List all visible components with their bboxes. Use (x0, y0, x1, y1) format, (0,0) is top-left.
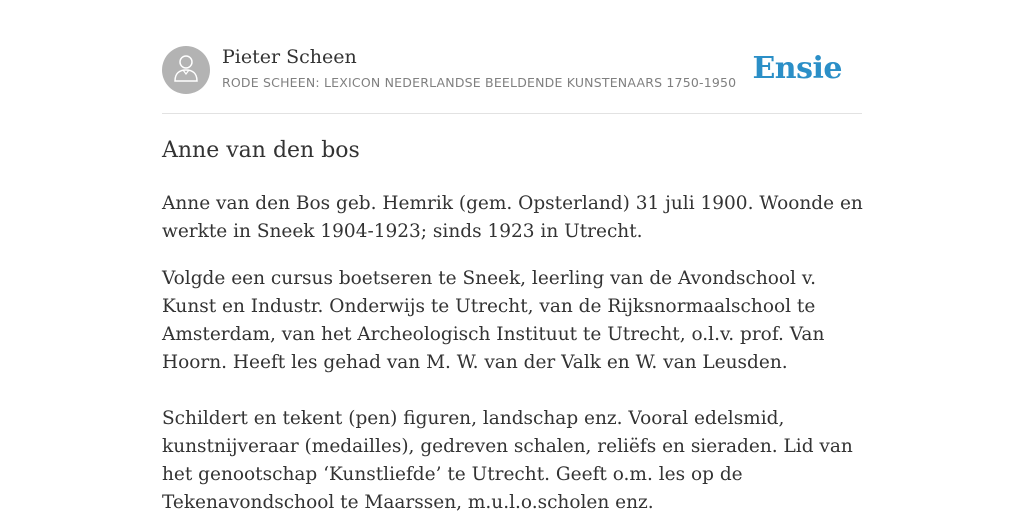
article-title: Anne van den bos (162, 138, 360, 163)
author-header (162, 46, 862, 96)
paragraph: Anne van den Bos geb. Hemrik (gem. Opsterland) 31 juli 1900. Woonde en werkte in Sneek 1904-1923; sinds 1923 in Utrecht. (162, 193, 863, 242)
ensie-logo[interactable]: Ensie (752, 51, 842, 86)
author-name[interactable]: Pieter Scheen (222, 46, 357, 68)
user-icon (172, 53, 200, 88)
source-title[interactable]: RODE SCHEEN: LEXICON NEDERLANDSE BEELDENDE KUNSTENAARS 1750-1950 (222, 75, 737, 90)
divider (162, 113, 862, 114)
avatar[interactable] (162, 46, 210, 94)
paragraph: Schildert en tekent (pen) figuren, landschap enz. Vooral edelsmid, kunstnijveraar (medailles), gedreven schalen, reliëfs en sieraden. Lid van het genootschap ‘Kunstliefde’ te Utrecht. Geeft o.m. les op de Tekenavondschool te Maarssen, m.u.l.o.scholen enz. (162, 408, 853, 512)
article-body (162, 190, 874, 512)
paragraph: Volgde een cursus boetseren te Sneek, leerling van de Avondschool v. Kunst en Industr. Onderwijs te Utrecht, van de Rijksnormaalschool te Amsterdam, van het Archeologisch Instituut te Utrecht, o.l.v. prof. Van Hoorn. Heeft les gehad van M. W. van der Valk en W. van Leusden. (162, 268, 825, 373)
